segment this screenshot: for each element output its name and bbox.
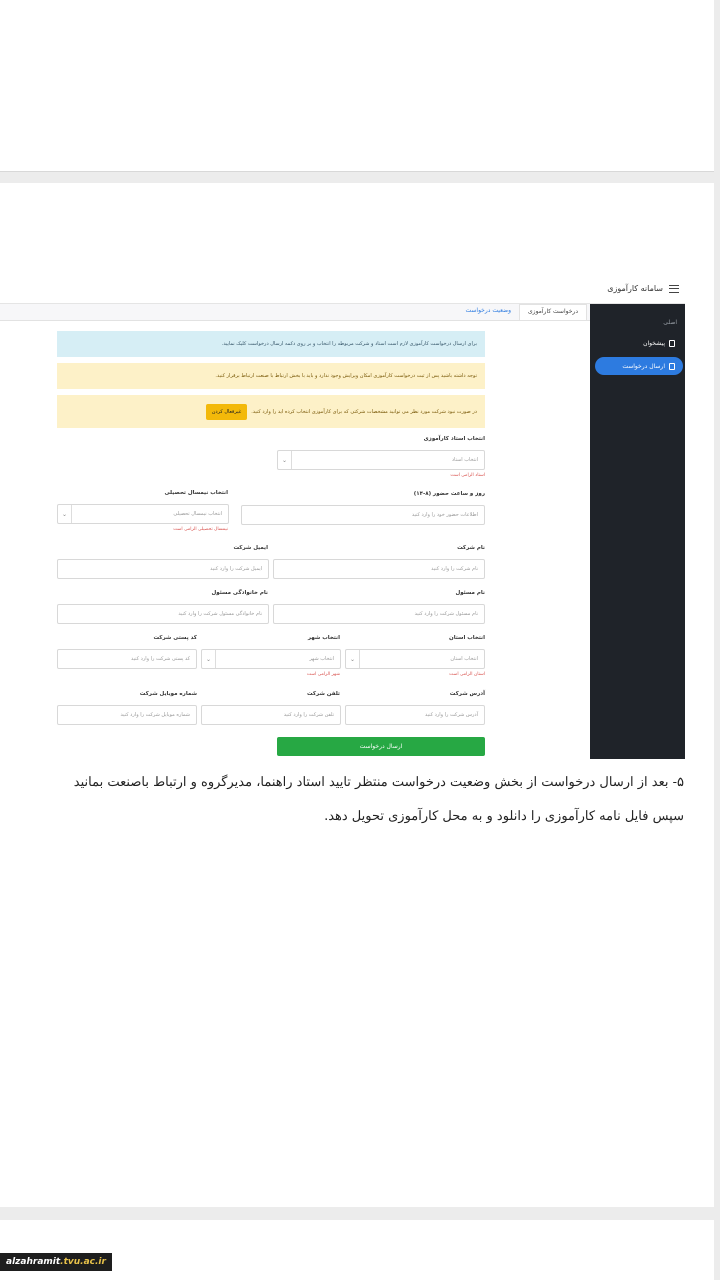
chevron-down-icon: ⌄ xyxy=(278,451,292,469)
next-page xyxy=(0,1220,714,1280)
manager-name-label: نام مسئول xyxy=(455,590,485,596)
app-title: سامانه کارآموزی xyxy=(607,284,663,293)
phone-label: تلفن شرکت xyxy=(307,691,340,697)
phone-input[interactable]: تلفن شرکت را وارد کنید xyxy=(201,705,341,725)
time-input[interactable]: اطلاعات حضور خود را وارد کنید xyxy=(241,505,485,525)
city-select[interactable] xyxy=(201,649,341,669)
caption-line-2: سپس فایل نامه کارآموزی را دانلود و به محل کارآموزی تحویل دهد. xyxy=(324,809,684,824)
address-label: آدرس شرکت xyxy=(449,691,485,697)
semester-select-value: انتخاب نیمسال تحصیلی xyxy=(173,511,222,517)
site-watermark xyxy=(0,1253,112,1271)
chevron-down-icon: ⌄ xyxy=(58,505,72,523)
caption-line-1: ۵- بعد از ارسال درخواست از بخش وضعیت درخواست منتظر تایید استاد راهنما، مدیرگروه و ارتباط باصنعت بمانید xyxy=(73,775,684,790)
sidebar-section-label: اصلی xyxy=(663,319,677,326)
teacher-select[interactable] xyxy=(277,450,485,470)
semester-error: نیمسال تحصیلی الزامی است xyxy=(173,527,228,532)
tab-internship-request[interactable]: درخواست کارآموزی xyxy=(519,304,587,320)
company-warning-alert xyxy=(57,395,485,428)
city-label: انتخاب شهر xyxy=(307,635,340,641)
sidebar-item-label: ارسال درخواست xyxy=(622,362,665,370)
postal-label: کد پستی شرکت xyxy=(153,635,197,641)
province-select-value: انتخاب استان xyxy=(450,656,478,662)
app-topbar xyxy=(0,276,685,304)
watermark-domain: alzahramit xyxy=(6,1257,61,1267)
company-name-input[interactable]: نام شرکت را وارد کنید xyxy=(273,559,485,579)
dashboard-icon xyxy=(669,340,675,347)
time-label: روز و ساعت حضور (۸-۱۴) xyxy=(413,491,485,497)
mobile-input[interactable]: شماره موبایل شرکت را وارد کنید xyxy=(57,705,197,725)
sidebar xyxy=(590,304,685,759)
teacher-select-value: انتخاب استاد xyxy=(451,457,478,463)
mobile-label: شماره موبایل شرکت xyxy=(139,691,197,697)
info-alert: برای ارسال درخواست کارآموزی لازم است استاد و شرکت مربوطه را انتخاب و بر روی دکمه ارسال درخواست کلیک نمایید. xyxy=(57,331,485,357)
city-select-value: انتخاب شهر xyxy=(309,656,334,662)
company-email-input[interactable]: ایمیل شرکت را وارد کنید xyxy=(57,559,269,579)
document-page xyxy=(0,183,714,1207)
teacher-error: استاد الزامی است xyxy=(450,473,485,478)
previous-page xyxy=(0,0,714,172)
address-input[interactable]: آدرس شرکت را وارد کنید xyxy=(345,705,485,725)
sidebar-item-send-request[interactable] xyxy=(595,357,683,375)
province-label: انتخاب استان xyxy=(449,635,485,641)
chevron-down-icon: ⌄ xyxy=(346,650,360,668)
manager-name-input[interactable]: نام مسئول شرکت را وارد کنید xyxy=(273,604,485,624)
chevron-down-icon: ⌄ xyxy=(202,650,216,668)
tab-request-status[interactable]: وضعیت درخواست xyxy=(465,307,511,314)
submit-request-button[interactable]: ارسال درخواست xyxy=(277,737,485,756)
semester-select[interactable] xyxy=(57,504,229,524)
manager-family-input[interactable]: نام خانوادگی مسئول شرکت را وارد کنید xyxy=(57,604,269,624)
company-warning-text: در صورت نبود شرکت مورد نظر می توانید مشخصات شرکتی که برای کارآموزی انتخاب کرده اید را وارد کنید. xyxy=(251,408,477,415)
form-panel xyxy=(0,320,590,759)
hamburger-menu-icon[interactable] xyxy=(669,285,679,293)
province-error: استان الزامی است xyxy=(449,672,485,677)
company-email-label: ایمیل شرکت xyxy=(233,545,268,551)
teacher-label: انتخاب استاد کارآموزی xyxy=(423,436,485,442)
postal-input[interactable]: کد پستی شرکت را وارد کنید xyxy=(57,649,197,669)
manager-family-label: نام خانوادگی مسئول xyxy=(211,590,268,596)
disable-button[interactable]: غیرفعال کردن xyxy=(206,404,247,420)
province-select[interactable] xyxy=(345,649,485,669)
send-icon xyxy=(669,363,675,370)
semester-label: انتخاب نیمسال تحصیلی xyxy=(164,490,228,496)
tab-bar xyxy=(458,304,588,320)
city-error: شهر الزامی است xyxy=(306,672,340,677)
company-name-label: نام شرکت xyxy=(457,545,485,551)
warning-alert: توجه داشته باشید پس از ثبت درخواست کارآموزی امکان ویرایش وجود ندارد و باید با بخش ارتباط با صنعت ارتباط برقرار کنید. xyxy=(57,363,485,389)
sidebar-item-dashboard[interactable] xyxy=(595,334,683,352)
sidebar-item-label: پیشخوان xyxy=(643,339,665,347)
embedded-screenshot xyxy=(0,276,685,759)
watermark-suffix: .tvu.ac.ir xyxy=(60,1257,106,1267)
